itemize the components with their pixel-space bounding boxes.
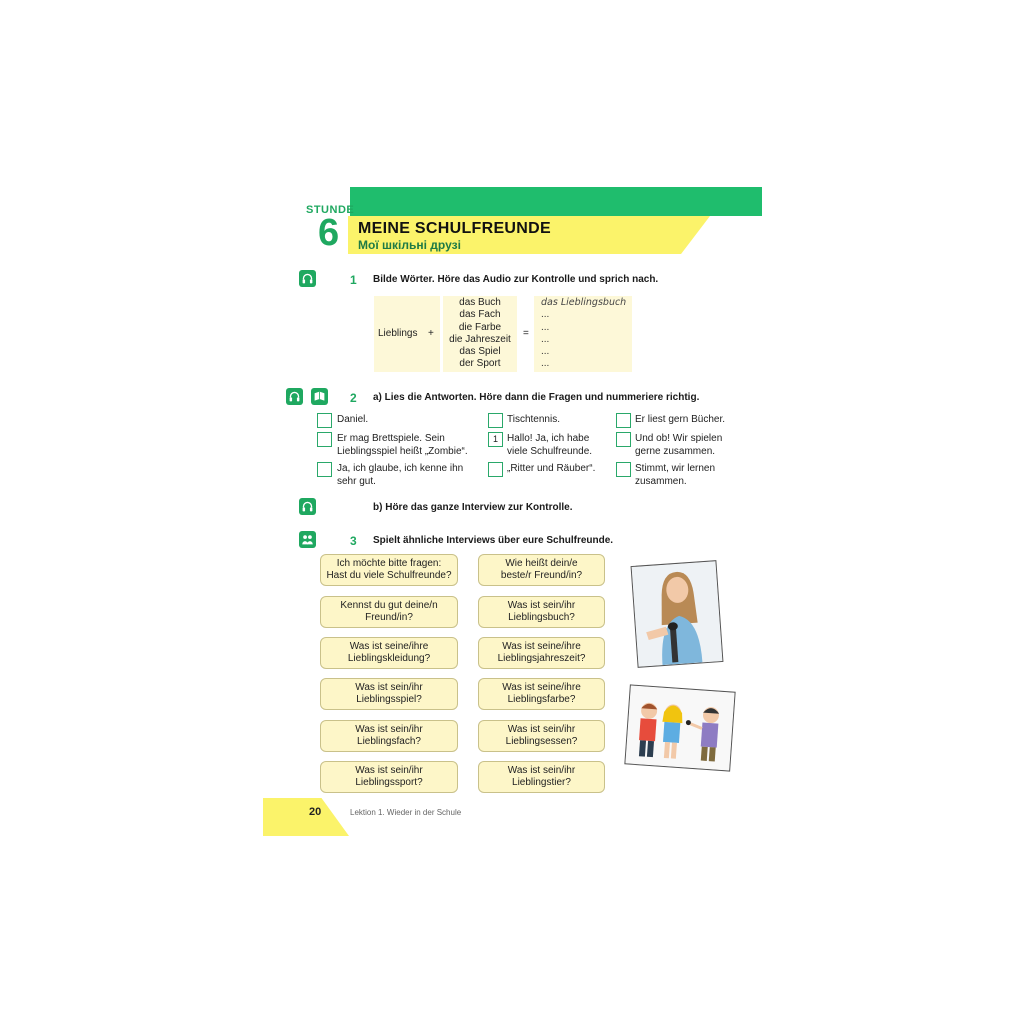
question-bubble: Was ist seine/ihre Lieblingskleidung?	[320, 637, 458, 669]
prefix-text: Lieblings	[378, 328, 418, 339]
result-item: ...	[541, 309, 550, 321]
page-title: MEINE SCHULFREUNDE	[358, 220, 551, 237]
exercise-3-number: 3	[350, 534, 357, 548]
girl-with-microphone-photo	[631, 560, 724, 668]
question-bubble: Ich möchte bitte fragen: Hast du viele Schulfreunde?	[320, 554, 458, 586]
question-bubble: Was ist sein/ihr Lieblingsfach?	[320, 720, 458, 752]
answer-checkbox[interactable]	[488, 462, 503, 477]
answer-text: Er mag Brettspiele. Sein Lieblingsspiel heißt „Zombie“.	[337, 433, 468, 457]
stunde-label: STUNDE	[306, 204, 355, 216]
result-item: ...	[541, 358, 550, 370]
question-bubble: Kennst du gut deine/n Freund/in?	[320, 596, 458, 628]
word-list	[443, 297, 517, 371]
word-item: die Farbe	[458, 321, 502, 333]
exercise-2-number: 2	[350, 391, 357, 405]
result-list	[541, 297, 626, 371]
word-item: die Jahreszeit	[449, 333, 511, 345]
answer-text: Ja, ich glaube, ich kenne ihn sehr gut.	[337, 463, 464, 487]
answer-checkbox[interactable]: 1	[488, 432, 503, 447]
headphones-icon[interactable]	[286, 388, 303, 405]
result-item: ...	[541, 321, 550, 333]
exercise-1-number: 1	[350, 273, 357, 287]
stunde-number: 6	[318, 212, 340, 254]
question-bubble: Was ist sein/ihr Lieblingsbuch?	[478, 596, 605, 628]
book-icon[interactable]	[311, 388, 328, 405]
header-green-bar	[350, 187, 762, 216]
exercise-1-instruction: Bilde Wörter. Höre das Audio zur Kontrolle und sprich nach.	[373, 274, 659, 285]
question-bubble: Wie heißt dein/e beste/r Freund/in?	[478, 554, 605, 586]
answer-checkbox[interactable]	[616, 432, 631, 447]
answer-checkbox[interactable]	[317, 462, 332, 477]
page-subtitle: Мої шкільні друзі	[358, 238, 461, 252]
lesson-footer: Lektion 1. Wieder in der Schule	[350, 808, 462, 817]
word-item: das Buch	[459, 297, 501, 308]
headphones-icon[interactable]	[299, 270, 316, 287]
answer-checkbox[interactable]	[317, 413, 332, 428]
answer-checkbox[interactable]	[616, 413, 631, 428]
question-bubble: Was ist sein/ihr Lieblingssport?	[320, 761, 458, 793]
word-item: das Spiel	[459, 346, 501, 358]
footer-yellow-tab	[263, 798, 349, 836]
question-bubble: Was ist sein/ihr Lieblingstier?	[478, 761, 605, 793]
exercise-2b-instruction: b) Höre das ganze Interview zur Kontrolle.	[373, 502, 573, 513]
result-item: ...	[541, 333, 550, 345]
exercise-3-instruction: Spielt ähnliche Interviews über eure Schulfreunde.	[373, 535, 614, 546]
page-number: 20	[309, 806, 322, 818]
answer-checkbox[interactable]	[488, 413, 503, 428]
answer-checkbox[interactable]	[616, 462, 631, 477]
answer-text: „Ritter und Räuber“.	[507, 463, 596, 474]
answer-checkbox[interactable]	[317, 432, 332, 447]
result-item: ...	[541, 346, 550, 358]
word-item: das Fach	[459, 309, 501, 321]
answer-text: Er liest gern Bücher.	[635, 414, 726, 425]
exercise-2a-instruction: a) Lies die Antworten. Höre dann die Fragen und nummeriere richtig.	[373, 392, 700, 403]
equals-sign: =	[523, 328, 529, 339]
answer-text: Hallo! Ja, ich habe viele Schulfreunde.	[507, 433, 593, 457]
question-bubble: Was ist seine/ihre Lieblingsjahreszeit?	[478, 637, 605, 669]
answer-text: Und ob! Wir spielen gerne zusammen.	[635, 433, 723, 457]
question-bubble: Was ist seine/ihre Lieblingsfarbe?	[478, 678, 605, 710]
result-item: das Lieblingsbuch	[541, 297, 627, 308]
headphones-icon[interactable]	[299, 498, 316, 515]
question-bubble: Was ist sein/ihr Lieblingsspiel?	[320, 678, 458, 710]
answer-text: Stimmt, wir lernen zusammen.	[635, 463, 716, 487]
answer-text: Daniel.	[337, 414, 369, 425]
answer-text: Tischtennis.	[507, 414, 560, 425]
pair-work-icon[interactable]	[299, 531, 316, 548]
plus-sign: +	[428, 328, 434, 339]
word-item: der Sport	[459, 358, 501, 370]
question-bubble: Was ist sein/ihr Lieblingsessen?	[478, 720, 605, 752]
children-interview-illustration	[624, 684, 735, 771]
